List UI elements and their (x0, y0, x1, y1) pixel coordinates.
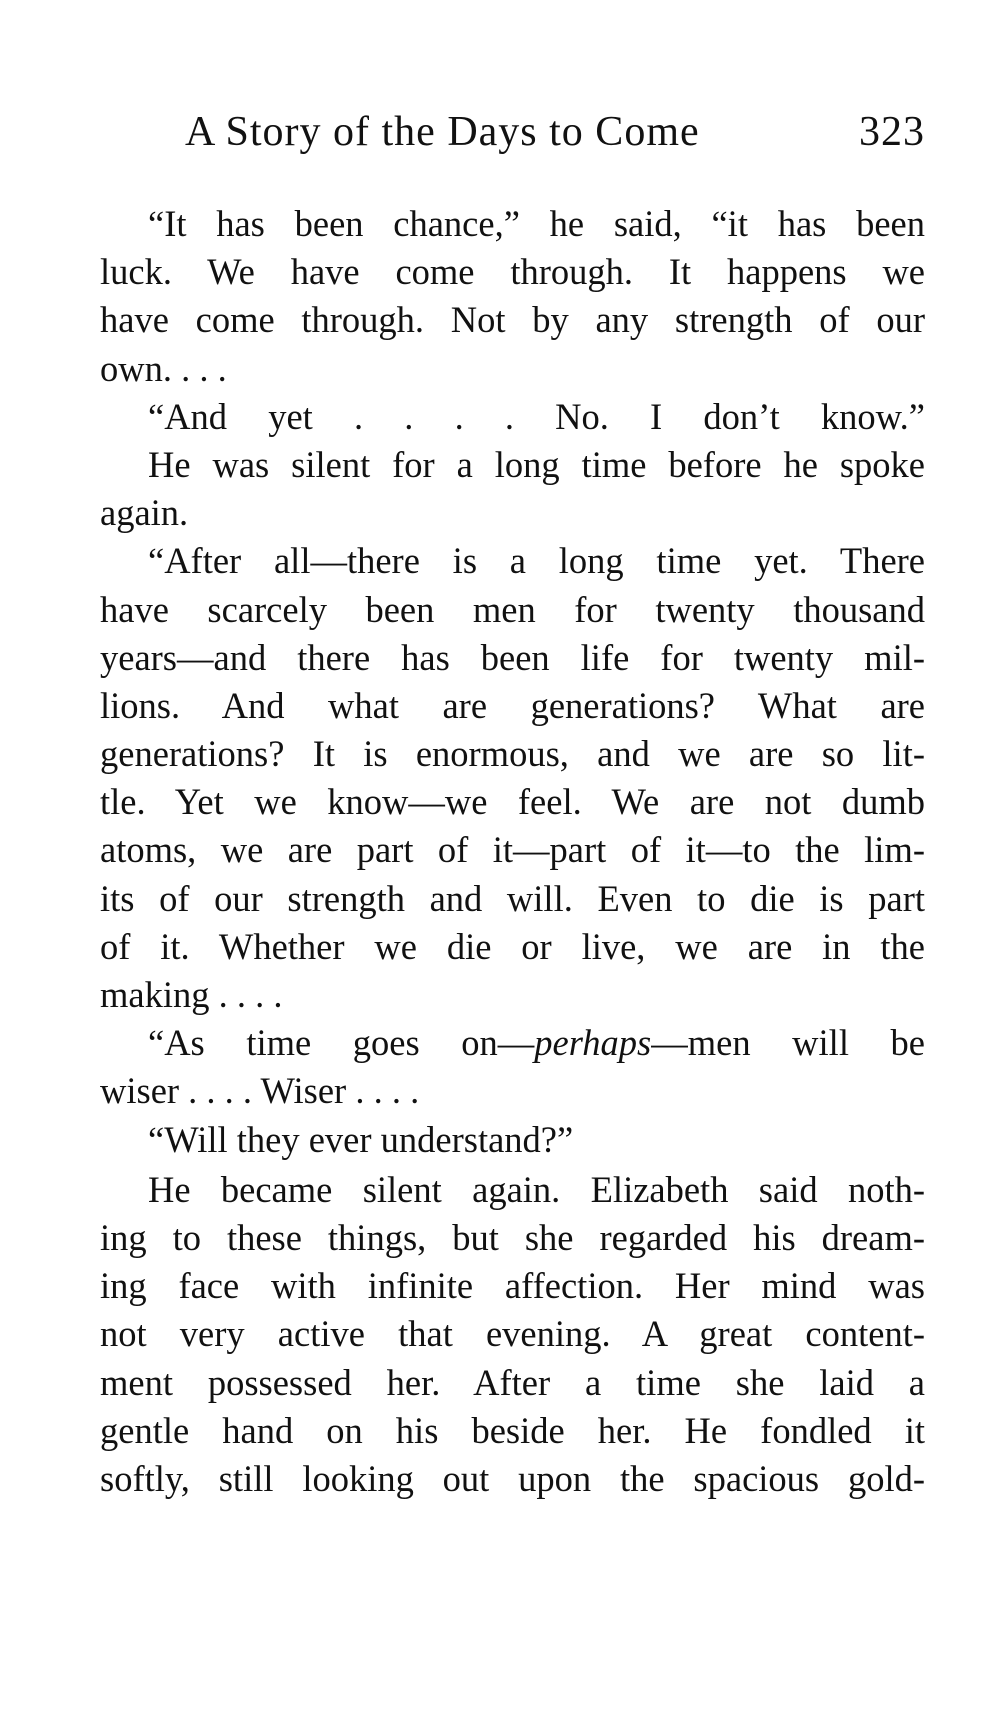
text-segment: “As time goes on— (148, 1022, 535, 1064)
text-line: wiser . . . . Wiser . . . . (100, 1070, 420, 1112)
text-line: making . . . . (100, 974, 283, 1015)
text-line: lions. And what are generations? What are (100, 684, 925, 726)
text-line: ing to these things, but she regarded his dream- (100, 1216, 925, 1258)
text-line: ment possessed her. After a time she laid a (100, 1361, 925, 1403)
text-line: gentle hand on his beside her. He fondled it (100, 1409, 925, 1451)
text-line: tle. Yet we know—we feel. We are not dumb (100, 781, 925, 823)
text-line: softly, still looking out upon the spacious gold- (100, 1457, 925, 1499)
text-line: have come through. Not by any strength of our (100, 299, 925, 341)
italic-word: perhaps (534, 1022, 652, 1064)
text-line: own. . . . (100, 347, 227, 389)
text-line-with-italic (100, 1019, 925, 1067)
text-line: “Will they ever understand?” (148, 1118, 574, 1160)
text-line: “It has been chance,” he said, “it has been (148, 203, 925, 244)
text-line: atoms, we are part of it—part of it—to the lim- (100, 829, 925, 871)
text-line: its of our strength and will. Even to die is part (100, 877, 925, 919)
text-line: “And yet . . . . No. I don’t know.” (148, 395, 925, 437)
text-line: years—and there has been life for twenty mil- (100, 636, 925, 678)
text-line: “After all—there is a long time yet. There (148, 540, 925, 582)
page-number: 323 (859, 109, 925, 155)
text-line: again. (100, 492, 189, 534)
text-line: He became silent again. Elizabeth said noth- (148, 1168, 925, 1210)
running-head-title: A Story of the Days to Come (185, 109, 700, 155)
text-line: luck. We have come through. It happens we (100, 251, 925, 293)
text-line: He was silent for a long time before he spoke (148, 443, 925, 485)
text-line: have scarcely been men for twenty thousand (100, 588, 925, 630)
text-line: of it. Whether we die or live, we are in the (100, 925, 925, 967)
text-line: generations? It is enormous, and we are so lit- (100, 733, 925, 775)
text-segment: —men will be (651, 1022, 925, 1064)
body-text (100, 200, 925, 1503)
running-head (185, 108, 925, 168)
text-line: not very active that evening. A great content- (100, 1313, 925, 1355)
text-line: ing face with infinite affection. Her mind was (100, 1265, 925, 1307)
